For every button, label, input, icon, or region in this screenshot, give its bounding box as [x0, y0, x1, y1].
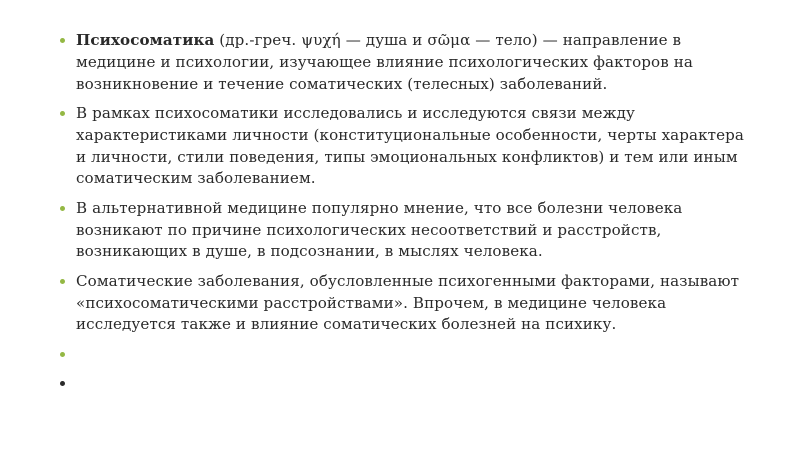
bullet-item-alternative-medicine — [58, 198, 748, 263]
bullet-item-somatic-disorders — [58, 271, 748, 336]
bullet-marker-icon — [60, 279, 65, 284]
bullet-text: Соматические заболевания, обусловленные психогенными факторами, называют «психосоматическими расстройствами». Впрочем, в медицине человека исследуется также и влияние соматических болезней на психику. — [76, 271, 740, 334]
bullet-marker-icon — [60, 38, 65, 43]
bullet-marker-icon — [60, 111, 65, 116]
bullet-marker-icon — [60, 206, 65, 211]
bullet-marker-icon — [60, 381, 65, 386]
bullet-item-personality-links — [58, 103, 748, 190]
bullet-marker-icon — [60, 352, 65, 357]
bullet-text: (др.-греч. ψυχή — душа и σῶμα — тело) — направление в медицине и психологии, изучающее влияние психологических факторов на возникновение и течение соматических (телесных) заболеваний. — [76, 31, 693, 93]
bullet-item-empty — [58, 344, 748, 366]
bullet-text: В альтернативной медицине популярно мнение, что все болезни человека возникают по причине психологических несоответствий и расстройств, возникающих в душе, в подсознании, в мыслях человека. — [76, 198, 683, 261]
bullet-text: В рамках психосоматики исследовались и исследуются связи между характеристиками личности (конституциональные особенности, черты характера и личности, стили поведения, типы эмоциональных конфликтов) и тем или иным соматическим заболеванием. — [76, 103, 745, 188]
bullet-term: Психосоматика — [76, 31, 215, 49]
bullet-item-psychosomatics-definition — [58, 30, 748, 95]
bullet-list — [58, 30, 748, 403]
bullet-item-empty — [58, 373, 748, 395]
